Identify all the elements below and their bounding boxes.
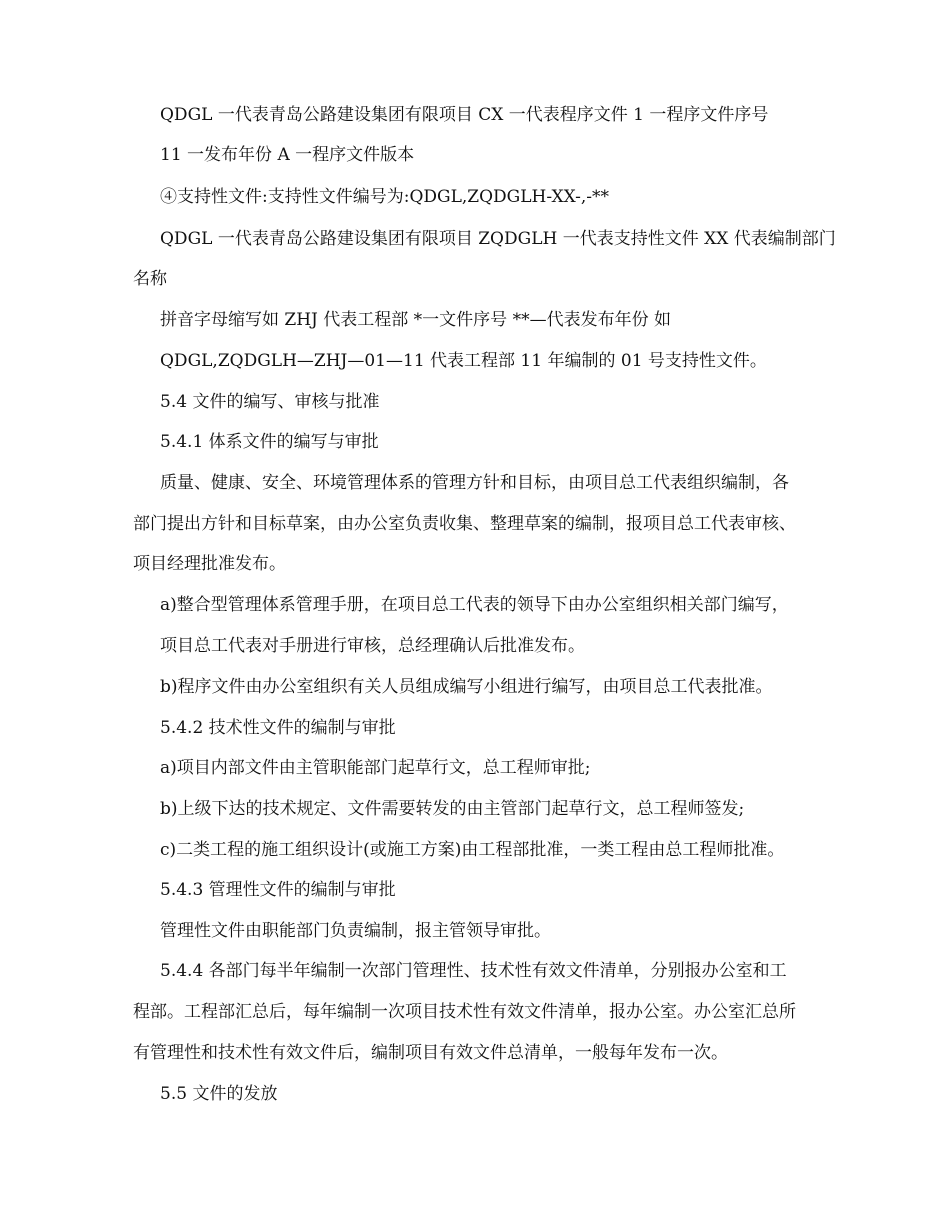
text-line: ④支持性文件:支持性文件编号为:QDGL,ZQDGLH-XX-,-**	[160, 187, 609, 207]
text-line: 质量、健康、安全、环境管理体系的管理方针和目标，由项目总工代表组织编制，各	[160, 473, 789, 493]
text-line: 有管理性和技术性有效文件后，编制项目有效文件总清单，一般每年发布一次。	[133, 1043, 728, 1063]
list-item: b)程序文件由办公室组织有关人员组成编写小组进行编写，由项目总工代表批准。	[160, 677, 773, 697]
subsection-heading: 5.4.2 技术性文件的编制与审批	[160, 718, 396, 738]
text-line: 名称	[133, 269, 167, 289]
list-item: c)二类工程的施工组织设计(或施工方案)由工程部批准，一类工程由总工程师批准。	[160, 840, 785, 860]
text-line: 5.4.4 各部门每半年编制一次部门管理性、技术性有效文件清单，分别报办公室和工	[160, 961, 787, 981]
list-item: a)项目内部文件由主管职能部门起草行文，总工程师审批;	[160, 758, 591, 778]
text-line: QDGL 一代表青岛公路建设集团有限项目 ZQDGLH 一代表支持性文件 XX 代表编制部门	[160, 229, 836, 249]
list-item: a)整合型管理体系管理手册，在项目总工代表的领导下由办公室组织相关部门编写，	[160, 595, 789, 615]
text-line: 项目经理批准发布。	[133, 554, 286, 574]
text-line: 程部。工程部汇总后，每年编制一次项目技术性有效文件清单，报办公室。办公室汇总所	[133, 1002, 796, 1022]
section-heading: 5.5 文件的发放	[160, 1084, 278, 1104]
subsection-heading: 5.4.1 体系文件的编写与审批	[160, 432, 379, 452]
text-line: QDGL,ZQDGLH—ZHJ—01—11 代表工程部 11 年编制的 01 号支持性文件。	[160, 351, 767, 371]
text-line: 管理性文件由职能部门负责编制，报主管领导审批。	[160, 921, 551, 941]
subsection-heading: 5.4.3 管理性文件的编制与审批	[160, 880, 396, 900]
section-heading: 5.4 文件的编写、审核与批准	[160, 392, 380, 412]
text-line: 11 一发布年份 A 一程序文件版本	[160, 145, 415, 165]
text-line: 项目总工代表对手册进行审核，总经理确认后批准发布。	[160, 636, 585, 656]
text-line: 拼音字母缩写如 ZHJ 代表工程部 *一文件序号 **—代表发布年份 如	[160, 310, 671, 330]
text-line: QDGL 一代表青岛公路建设集团有限项目 CX 一代表程序文件 1 一程序文件序号	[160, 105, 769, 125]
text-line: 部门提出方针和目标草案，由办公室负责收集、整理草案的编制，报项目总工代表审核、	[133, 514, 796, 534]
list-item: b)上级下达的技术规定、文件需要转发的由主管部门起草行文，总工程师签发;	[160, 799, 745, 819]
